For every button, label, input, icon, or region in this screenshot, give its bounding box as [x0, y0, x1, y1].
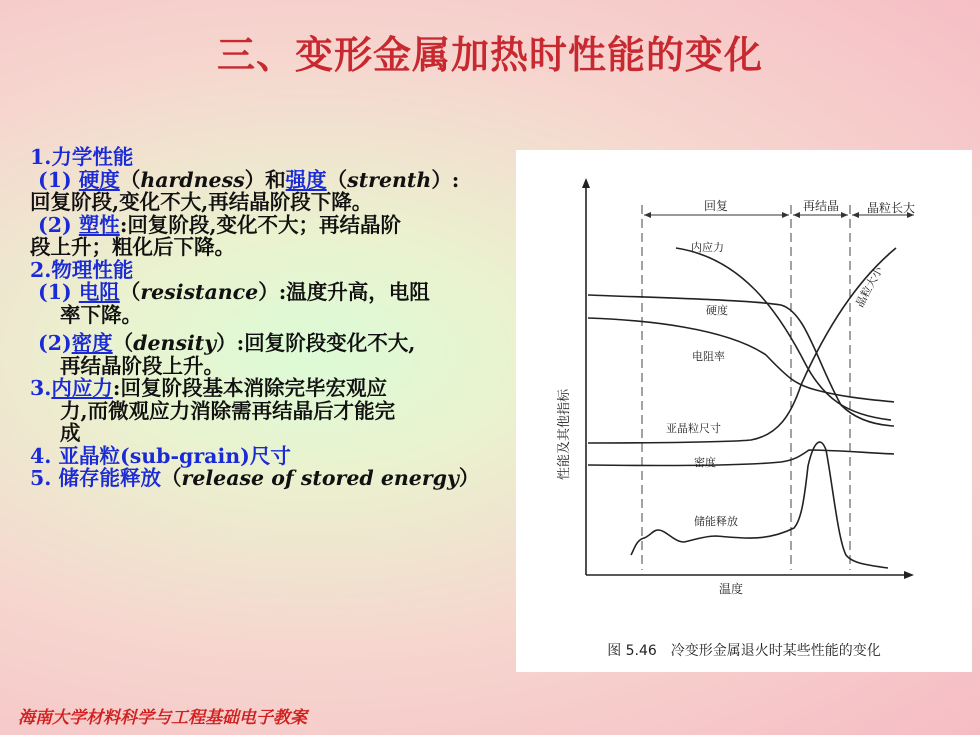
term-density: 密度 — [71, 331, 113, 355]
label-stored-energy: 储能释放 — [694, 515, 738, 528]
paren-close: ）: — [431, 167, 460, 192]
paren-close: ） — [244, 167, 266, 192]
term-internal-stress: 内应力 — [51, 376, 113, 400]
text-content — [30, 146, 515, 490]
x-axis-label: 温度 — [718, 582, 744, 596]
stored-energy-term: 5. 储存能释放 — [30, 466, 162, 490]
term-hardness-en: hardness — [140, 167, 245, 192]
resistance-description: ）:温度升高，电阻 — [258, 280, 430, 304]
heading-subgrain: 4. 亚晶粒(sub-grain)尺寸 — [30, 443, 291, 468]
term-density-en: density — [133, 331, 217, 355]
item-hardness-strength — [30, 169, 515, 192]
label-subgrain-size: 亚晶粒尺寸 — [666, 422, 721, 435]
resistance-description-cont: 率下降。 — [60, 302, 142, 327]
heading-mechanical: 1.力学性能 — [30, 146, 134, 169]
curve-internal-stress — [676, 248, 891, 420]
y-axis-label: 性能及其他指标 — [557, 388, 572, 480]
item-number: (2) — [38, 212, 72, 237]
hardness-description: 回复阶段,变化不大,再结晶阶段下降。 — [30, 190, 373, 214]
term-strength-en: strenth — [347, 167, 432, 192]
footer-label: 海南大学材料科学与工程基础电子教案 — [18, 708, 307, 728]
item-number: (1) — [38, 280, 72, 304]
paren-open: （ — [326, 167, 348, 192]
heading-internal-stress — [30, 377, 515, 400]
plasticity-description-cont: 段上升；粗化后下降。 — [30, 235, 235, 259]
paren-open: （ — [112, 331, 134, 355]
item-plasticity — [30, 214, 515, 237]
annealing-properties-figure — [516, 150, 972, 672]
curve-hardness — [588, 295, 894, 426]
stage-label-recrystallization: 再结晶 — [802, 199, 840, 213]
label-hardness: 硬度 — [706, 304, 728, 317]
internal-stress-description: :回复阶段基本消除完毕宏观应 — [112, 376, 387, 400]
internal-stress-description-cont: 力,而微观应力消除需再结晶后才能完 — [60, 398, 396, 423]
stage-label-grain-growth: 晶粒长大 — [866, 201, 916, 215]
heading-stored-energy — [30, 467, 515, 490]
term-resistance: 电阻 — [78, 280, 120, 304]
term-hardness: 硬度 — [78, 167, 120, 192]
conjunction: 和 — [265, 167, 286, 192]
paren-open: （ — [119, 280, 141, 304]
internal-stress-description-end: 成 — [60, 421, 81, 445]
curve-density — [588, 450, 894, 466]
figure-caption: 图 5.46 冷变形金属退火时某些性能的变化 — [607, 643, 881, 659]
paren-close: ） — [458, 466, 480, 490]
term-strength: 强度 — [285, 167, 327, 192]
paren-open: （ — [119, 167, 141, 192]
label-grain-size: 晶粒大小 — [853, 264, 886, 310]
item-density — [30, 332, 515, 355]
item-resistance — [30, 281, 515, 304]
density-description: ）:回复阶段变化不大, — [216, 331, 416, 355]
y-axis-arrow — [582, 178, 590, 188]
heading-physical: 2.物理性能 — [30, 257, 134, 282]
item-number: 3. — [30, 376, 52, 400]
stage-label-recovery: 回复 — [703, 199, 729, 213]
curve-stored-energy-release — [631, 442, 888, 568]
term-plasticity: 塑性 — [78, 212, 120, 237]
label-density: 密度 — [694, 456, 716, 469]
label-internal-stress: 内应力 — [691, 241, 724, 254]
term-resistance-en: resistance — [140, 280, 259, 304]
stored-energy-en: release of stored energy — [181, 466, 459, 490]
plasticity-description: :回复阶段,变化不大；再结晶阶 — [119, 212, 402, 237]
density-description-cont: 再结晶阶段上升。 — [60, 353, 224, 378]
properties-diagram — [516, 150, 972, 672]
x-axis-arrow — [904, 571, 914, 579]
curve-resistivity — [588, 318, 894, 402]
paren-open: （ — [161, 466, 182, 490]
item-number: (2) — [38, 331, 72, 355]
page-title: 三、变形金属加热时性能的变化 — [216, 33, 763, 77]
label-resistivity: 电阻率 — [692, 350, 725, 363]
item-number: (1) — [38, 167, 72, 192]
